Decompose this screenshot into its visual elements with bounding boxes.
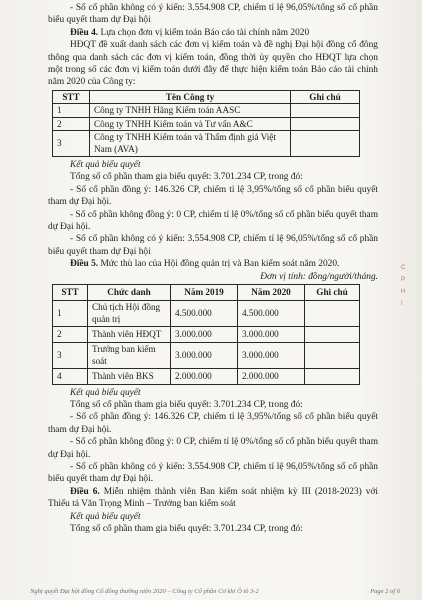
- vote-agree: - Số cổ phần đồng ý: 146.326 CP, chiếm tỉ lệ 3,95%/tổng số cổ phần biểu quyết tham dự Đại hội.: [48, 184, 378, 208]
- vote-total: Tổng số cổ phần tham gia biểu quyết: 3.701.234 CP, trong đó:: [70, 524, 303, 535]
- table-cell: Chủ tịch Hội đồng quản trị: [88, 300, 171, 326]
- table-cell: [305, 326, 360, 342]
- table-header-cell: Năm 2020: [238, 284, 305, 300]
- table-cell: 1: [53, 104, 90, 117]
- vote-result-heading: Kết quả biểu quyết: [70, 159, 141, 170]
- vote-result-heading: Kết quả biểu quyết: [70, 511, 141, 522]
- table-row: [53, 117, 360, 130]
- margin-mark: I: [401, 301, 403, 307]
- table-row: [53, 104, 360, 117]
- margin-mark: C: [401, 265, 406, 271]
- table-cell: 3: [53, 131, 90, 157]
- table-cell: Công ty TNHH Hãng Kiểm toán AASC: [90, 104, 291, 117]
- table-cell: Trưởng ban kiểm soát: [88, 342, 171, 368]
- vote-agree: - Số cổ phần đồng ý: 146.326 CP, chiếm tỉ lệ 3,95%/tổng số cổ phần biểu quyết tham dự Đại hội.: [48, 412, 378, 435]
- table-header-cell: STT: [53, 90, 90, 103]
- vote-no-opinion: - Số cổ phần không có ý kiến: 3.554.908 CP, chiếm tỉ lệ 96,05%/tổng số cổ phần biểu quyết tham dự Đại hội: [48, 234, 378, 257]
- article-6-heading: [48, 486, 378, 511]
- table-cell: [291, 131, 360, 157]
- table-cell: 2: [53, 326, 88, 342]
- table-cell: 4.500.000: [238, 300, 305, 326]
- vote-disagree: - Số cổ phần không đồng ý: 0 CP, chiếm tỉ lệ 0%/tổng số cổ phần biểu quyết tham dự Đại hội.: [48, 209, 378, 232]
- table-header-cell: STT: [53, 284, 88, 300]
- table-cell: 4: [53, 368, 88, 384]
- no-opinion-line-prev: - Số cổ phần không có ý kiến: 3.554.908 CP, chiếm tỉ lệ 96,05%/tổng số cổ phần biểu quyết tham dự Đại hội: [48, 3, 378, 26]
- article-4-heading: [48, 27, 378, 39]
- unit-note: Đơn vị tính: đồng/người/tháng.: [260, 271, 378, 282]
- table-cell: Thành viên HĐQT: [88, 326, 171, 342]
- vote-result-heading: Kết quả biểu quyết: [70, 387, 141, 398]
- table-cell: Công ty TNHH Kiểm toán và Thẩm định giá Việt Nam (AVA): [90, 131, 291, 157]
- article-4-label: Điều 4.: [70, 27, 99, 38]
- table-cell: 3.000.000: [171, 326, 238, 342]
- table-cell: [305, 368, 360, 384]
- article-5-heading: [48, 258, 378, 270]
- table-cell: [291, 104, 360, 117]
- table-header-cell: Ghi chú: [305, 284, 360, 300]
- vote-disagree: - Số cổ phần không đồng ý: 0 CP, chiếm tỉ lệ 0%/tổng số cổ phần biểu quyết tham dự Đại hội.: [48, 437, 378, 460]
- table-header-row: [53, 90, 360, 103]
- document-body: [48, 2, 378, 535]
- table-cell: 3.000.000: [238, 326, 305, 342]
- table-header-cell: Năm 2019: [171, 284, 238, 300]
- table-header-cell: Chức danh: [88, 284, 171, 300]
- table-cell: Thành viên BKS: [88, 368, 171, 384]
- margin-stamp-marks: [401, 262, 419, 310]
- vote-total: Tổng số cổ phần tham gia biểu quyết: 3.701.234 CP, trong đó:: [70, 399, 303, 410]
- table-cell: 3: [53, 342, 88, 368]
- margin-mark: H: [401, 289, 406, 295]
- table-cell: Công ty TNHH Kiểm toán và Tư vấn A&C: [90, 117, 291, 130]
- table-cell: 3.000.000: [238, 342, 305, 368]
- footer-left-text: Nghị quyết Đại hội đồng Cổ đông thường niên 2020 – Công ty Cổ phần Cơ khí Ô tô 3-2: [30, 588, 259, 595]
- table-row: [53, 326, 360, 342]
- article-4-text: Lựa chọn đơn vị kiểm toán Báo cáo tài chính năm 2020: [98, 27, 310, 38]
- table-cell: 4.500.000: [171, 300, 238, 326]
- table-header-cell: Tên Công ty: [90, 90, 291, 103]
- table-cell: [291, 117, 360, 130]
- vote-no-opinion: - Số cổ phần không có ý kiến: 3.554.908 CP, chiếm tỉ lệ 96,05%/tổng số cổ phần biểu quyết tham dự Đại hội.: [48, 462, 378, 485]
- vote-total: Tổng số cổ phần tham gia biểu quyết: 3.701.234 CP, trong đó:: [70, 172, 303, 183]
- table-header-row: [53, 284, 360, 300]
- article-6-text: Miễn nhiệm thành viên Ban kiểm soát nhiệm kỳ III (2018-2023) với Thiếu tá Văn Trọng Minh – Trưởng ban kiểm soát: [48, 486, 378, 510]
- table-cell: [305, 342, 360, 368]
- table-cell: 3.000.000: [171, 342, 238, 368]
- margin-mark: P: [401, 277, 406, 283]
- table-row: [53, 300, 360, 326]
- article-5-label: Điều 5.: [70, 259, 99, 270]
- auditor-table: [52, 90, 360, 157]
- remuneration-table: [52, 284, 360, 385]
- page-footer: [30, 588, 400, 595]
- page-number: Page 2 of 6: [370, 588, 400, 595]
- table-row: [53, 131, 360, 157]
- article-5-text: Mức thù lao của Hội đồng quản trị và Ban kiểm soát năm 2020.: [98, 259, 340, 270]
- table-cell: 2: [53, 117, 90, 130]
- table-row: [53, 342, 360, 368]
- table-cell: 1: [53, 300, 88, 326]
- table-row: [53, 368, 360, 384]
- table-cell: 2.000.000: [238, 368, 305, 384]
- table-cell: 2.000.000: [171, 368, 238, 384]
- table-header-cell: Ghi chú: [291, 90, 360, 103]
- article-4-body: HĐQT đề xuất danh sách các đơn vị kiểm toán và đề nghị Đại hội đồng cổ đông thông qua danh sách các đơn vị kiểm toán, đồng thời ủy quyền cho HĐQT lựa chọn một trong số các đơn vị kiểm toán dưới đây để thực hiện kiểm toán Báo cáo tài chính năm 2020 của Công ty:: [48, 40, 378, 88]
- article-6-label: Điều 6.: [70, 486, 100, 497]
- table-cell: [305, 300, 360, 326]
